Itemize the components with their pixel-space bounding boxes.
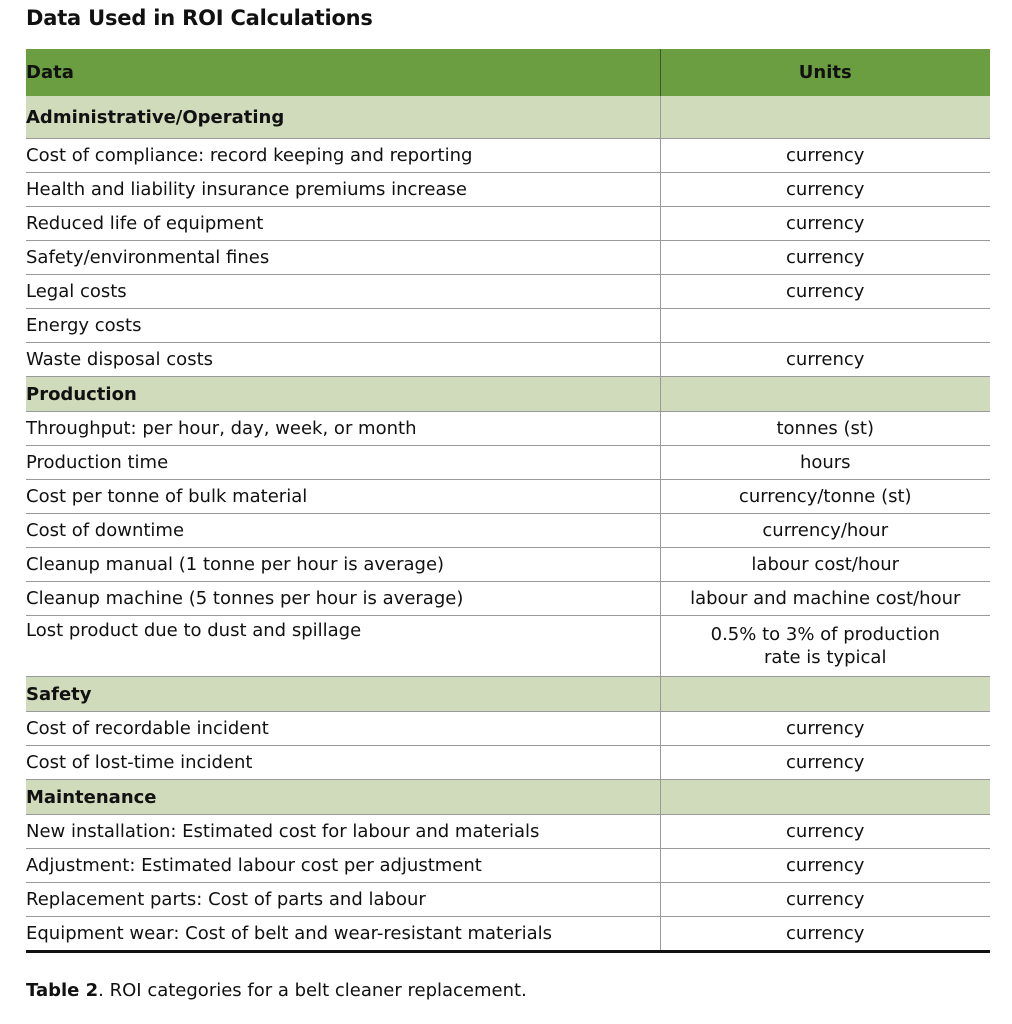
row-units: labour cost/hour bbox=[660, 548, 990, 582]
row-data: Lost product due to dust and spillage bbox=[26, 616, 660, 677]
section-title: Maintenance bbox=[26, 780, 660, 815]
table-row bbox=[26, 412, 990, 446]
row-units: labour and machine cost/hour bbox=[660, 582, 990, 616]
table-row bbox=[26, 616, 990, 677]
table-row bbox=[26, 343, 990, 377]
row-units: currency/hour bbox=[660, 514, 990, 548]
row-units: hours bbox=[660, 446, 990, 480]
section-title: Safety bbox=[26, 677, 660, 712]
table-row bbox=[26, 849, 990, 883]
table-row bbox=[26, 815, 990, 849]
table-header-row bbox=[26, 49, 990, 96]
row-units: currency bbox=[660, 343, 990, 377]
row-data: Throughput: per hour, day, week, or month bbox=[26, 412, 660, 446]
row-data: Replacement parts: Cost of parts and labour bbox=[26, 883, 660, 917]
table-row bbox=[26, 712, 990, 746]
table-caption bbox=[26, 980, 527, 1001]
row-data: Cleanup machine (5 tonnes per hour is average) bbox=[26, 582, 660, 616]
table-row bbox=[26, 207, 990, 241]
row-data: Cost of recordable incident bbox=[26, 712, 660, 746]
row-units: currency bbox=[660, 712, 990, 746]
table-row bbox=[26, 241, 990, 275]
table-row bbox=[26, 139, 990, 173]
section-row bbox=[26, 96, 990, 139]
section-row bbox=[26, 377, 990, 412]
row-data: Safety/environmental fines bbox=[26, 241, 660, 275]
row-data: Cost per tonne of bulk material bbox=[26, 480, 660, 514]
row-data: Legal costs bbox=[26, 275, 660, 309]
table-row bbox=[26, 275, 990, 309]
section-row bbox=[26, 677, 990, 712]
table-row bbox=[26, 446, 990, 480]
row-data: Reduced life of equipment bbox=[26, 207, 660, 241]
row-data: Production time bbox=[26, 446, 660, 480]
row-units: currency bbox=[660, 883, 990, 917]
row-data: Waste disposal costs bbox=[26, 343, 660, 377]
caption-label: Table 2 bbox=[26, 980, 99, 1001]
row-units: currency bbox=[660, 275, 990, 309]
row-units: currency bbox=[660, 815, 990, 849]
row-data: Adjustment: Estimated labour cost per adjustment bbox=[26, 849, 660, 883]
section-title: Production bbox=[26, 377, 660, 412]
row-data: Equipment wear: Cost of belt and wear-resistant materials bbox=[26, 917, 660, 952]
row-units: tonnes (st) bbox=[660, 412, 990, 446]
row-units: currency bbox=[660, 207, 990, 241]
table-row bbox=[26, 883, 990, 917]
table-row bbox=[26, 480, 990, 514]
table-row bbox=[26, 173, 990, 207]
header-units: Units bbox=[660, 49, 990, 96]
row-units bbox=[660, 616, 990, 677]
table-row bbox=[26, 917, 990, 952]
row-data: Cost of downtime bbox=[26, 514, 660, 548]
row-units: currency bbox=[660, 849, 990, 883]
row-units: currency/tonne (st) bbox=[660, 480, 990, 514]
row-units: currency bbox=[660, 173, 990, 207]
section-title: Administrative/Operating bbox=[26, 96, 660, 139]
table-row bbox=[26, 582, 990, 616]
table-row bbox=[26, 309, 990, 343]
row-units-line1: 0.5% to 3% of production bbox=[710, 624, 940, 645]
table-row bbox=[26, 746, 990, 780]
section-row bbox=[26, 780, 990, 815]
row-units bbox=[660, 309, 990, 343]
header-data: Data bbox=[26, 49, 660, 96]
row-data: Cleanup manual (1 tonne per hour is average) bbox=[26, 548, 660, 582]
table-row bbox=[26, 548, 990, 582]
row-data: Cost of lost-time incident bbox=[26, 746, 660, 780]
row-data: New installation: Estimated cost for labour and materials bbox=[26, 815, 660, 849]
row-data: Cost of compliance: record keeping and reporting bbox=[26, 139, 660, 173]
row-units: currency bbox=[660, 241, 990, 275]
row-units: currency bbox=[660, 746, 990, 780]
row-units-line2: rate is typical bbox=[764, 647, 887, 668]
row-data: Health and liability insurance premiums increase bbox=[26, 173, 660, 207]
table-row bbox=[26, 514, 990, 548]
roi-data-table bbox=[26, 49, 990, 953]
caption-text: . ROI categories for a belt cleaner replacement. bbox=[98, 980, 527, 1001]
page-title: Data Used in ROI Calculations bbox=[26, 6, 373, 30]
row-data: Energy costs bbox=[26, 309, 660, 343]
row-units: currency bbox=[660, 917, 990, 952]
row-units: currency bbox=[660, 139, 990, 173]
